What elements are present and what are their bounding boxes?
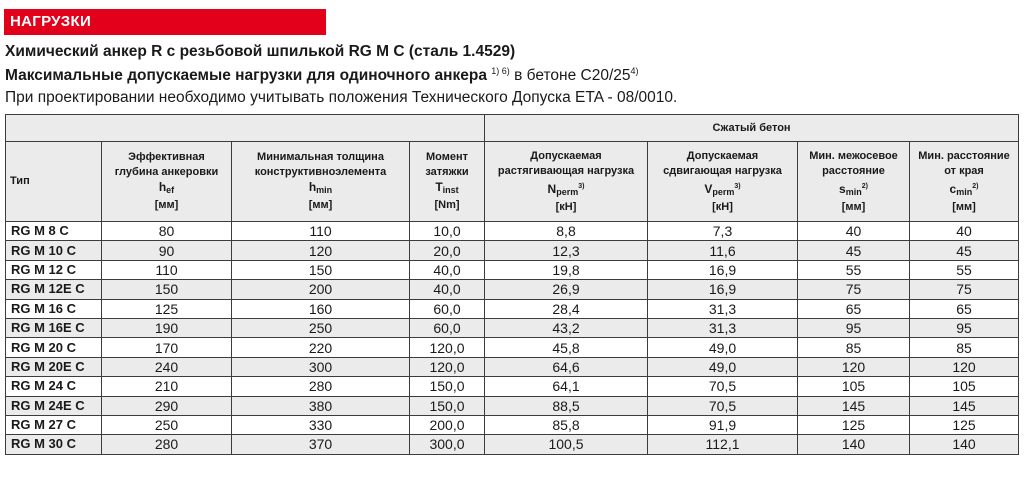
table-body: [6, 222, 1019, 455]
value-cell: 110: [232, 222, 410, 241]
col-header-tension-load: Допускаемая растягивающая нагрузка $N_{perm}^{3)}$ [кН]: [485, 142, 648, 222]
value-cell: 120: [232, 241, 410, 260]
value-cell: 150,0: [410, 396, 485, 415]
value-cell: 120,0: [410, 338, 485, 357]
subtitle-bold: Максимальные допускаемые нагрузки для одиночного анкера: [5, 67, 487, 84]
col-header-torque: Момент затяжки $T_{inst}$ [Nm]: [410, 142, 485, 222]
value-cell: 60,0: [410, 299, 485, 318]
value-cell: 140: [910, 435, 1019, 454]
value-cell: 190: [102, 318, 232, 337]
value-cell: 45: [910, 241, 1019, 260]
table-row: [6, 260, 1019, 279]
anchor-type-cell: RG M 16 C: [6, 299, 102, 318]
col-header-min-thickness: Минимальная толщина конструктивноэлемента $h_{min}$ [мм]: [232, 142, 410, 222]
value-cell: 70,5: [648, 377, 798, 396]
value-cell: 43,2: [485, 318, 648, 337]
anchor-type-cell: RG M 27 C: [6, 415, 102, 434]
section-banner: НАГРУЗКИ: [4, 9, 326, 35]
anchor-type-cell: RG M 20E C: [6, 357, 102, 376]
value-cell: 31,3: [648, 299, 798, 318]
value-cell: 55: [910, 260, 1019, 279]
value-cell: 65: [910, 299, 1019, 318]
table-row: [6, 241, 1019, 260]
value-cell: 100,5: [485, 435, 648, 454]
value-cell: 200: [232, 280, 410, 299]
value-cell: 300: [232, 357, 410, 376]
anchor-type-cell: RG M 24 C: [6, 377, 102, 396]
value-cell: 7,3: [648, 222, 798, 241]
value-cell: 16,9: [648, 280, 798, 299]
subtitle-footnote-ref: 1) 6): [491, 66, 510, 76]
value-cell: 170: [102, 338, 232, 357]
anchor-type-cell: RG M 12 C: [6, 260, 102, 279]
anchor-type-cell: RG M 24E C: [6, 396, 102, 415]
col-header-shear-load: Допускаемая сдвигающая нагрузка $V_{perm}^{3)}$ [кН]: [648, 142, 798, 222]
value-cell: 90: [102, 241, 232, 260]
col-header-min-spacing: Мин. межосевое расстояние $s_{min}^{2)}$ [мм]: [798, 142, 910, 222]
table-row: [6, 396, 1019, 415]
value-cell: 105: [910, 377, 1019, 396]
value-cell: 110: [102, 260, 232, 279]
anchor-type-cell: RG M 20 C: [6, 338, 102, 357]
product-title: Химический анкер R с резьбовой шпилькой RG M C (сталь 1.4529): [5, 43, 516, 60]
design-note: При проектировании необходимо учитывать положения Технического Допуска ETA - 08/0010.: [5, 89, 678, 106]
value-cell: 28,4: [485, 299, 648, 318]
value-cell: 45: [798, 241, 910, 260]
value-cell: 95: [910, 318, 1019, 337]
value-cell: 150: [102, 280, 232, 299]
table-row: [6, 222, 1019, 241]
anchor-type-cell: RG M 8 C: [6, 222, 102, 241]
value-cell: 300,0: [410, 435, 485, 454]
value-cell: 280: [232, 377, 410, 396]
table-row: [6, 280, 1019, 299]
loads-table: [5, 114, 1019, 455]
value-cell: 40: [798, 222, 910, 241]
value-cell: 120,0: [410, 357, 485, 376]
anchor-type-cell: RG M 10 C: [6, 241, 102, 260]
table-row: [6, 299, 1019, 318]
value-cell: 8,8: [485, 222, 648, 241]
value-cell: 40,0: [410, 280, 485, 299]
group-header-concrete: Сжатый бетон: [485, 115, 1019, 142]
subtitle-rest: в бетоне C20/25: [514, 67, 631, 84]
value-cell: 65: [798, 299, 910, 318]
value-cell: 49,0: [648, 338, 798, 357]
value-cell: 64,6: [485, 357, 648, 376]
col-header-min-edge-distance: Мин. расстояние от края $c_{min}^{2)}$ [мм]: [910, 142, 1019, 222]
value-cell: 140: [798, 435, 910, 454]
value-cell: 85: [798, 338, 910, 357]
value-cell: 10,0: [410, 222, 485, 241]
group-header-blank: [6, 115, 485, 142]
value-cell: 290: [102, 396, 232, 415]
value-cell: 12,3: [485, 241, 648, 260]
load-subtitle: [5, 66, 639, 85]
value-cell: 210: [102, 377, 232, 396]
table-row: [6, 318, 1019, 337]
value-cell: 31,3: [648, 318, 798, 337]
value-cell: 150,0: [410, 377, 485, 396]
value-cell: 125: [102, 299, 232, 318]
value-cell: 150: [232, 260, 410, 279]
value-cell: 145: [798, 396, 910, 415]
value-cell: 120: [798, 357, 910, 376]
value-cell: 145: [910, 396, 1019, 415]
value-cell: 75: [798, 280, 910, 299]
table-row: [6, 415, 1019, 434]
table-row: [6, 435, 1019, 454]
value-cell: 20,0: [410, 241, 485, 260]
value-cell: 95: [798, 318, 910, 337]
value-cell: 49,0: [648, 357, 798, 376]
value-cell: 40: [910, 222, 1019, 241]
value-cell: 19,8: [485, 260, 648, 279]
value-cell: 370: [232, 435, 410, 454]
value-cell: 112,1: [648, 435, 798, 454]
anchor-type-cell: RG M 12E C: [6, 280, 102, 299]
value-cell: 250: [102, 415, 232, 434]
value-cell: 160: [232, 299, 410, 318]
value-cell: 380: [232, 396, 410, 415]
value-cell: 16,9: [648, 260, 798, 279]
value-cell: 91,9: [648, 415, 798, 434]
value-cell: 75: [910, 280, 1019, 299]
anchor-type-cell: RG M 30 C: [6, 435, 102, 454]
value-cell: 125: [910, 415, 1019, 434]
value-cell: 200,0: [410, 415, 485, 434]
anchor-type-cell: RG M 16E C: [6, 318, 102, 337]
value-cell: 70,5: [648, 396, 798, 415]
value-cell: 250: [232, 318, 410, 337]
value-cell: 85: [910, 338, 1019, 357]
value-cell: 105: [798, 377, 910, 396]
col-header-type: Тип: [6, 142, 102, 222]
value-cell: 280: [102, 435, 232, 454]
value-cell: 125: [798, 415, 910, 434]
table-row: [6, 357, 1019, 376]
value-cell: 120: [910, 357, 1019, 376]
value-cell: 40,0: [410, 260, 485, 279]
table-header-row: [6, 142, 1019, 222]
table-group-header-row: [6, 115, 1019, 142]
value-cell: 85,8: [485, 415, 648, 434]
value-cell: 220: [232, 338, 410, 357]
value-cell: 88,5: [485, 396, 648, 415]
value-cell: 26,9: [485, 280, 648, 299]
value-cell: 60,0: [410, 318, 485, 337]
subtitle-footnote-ref-2: 4): [630, 66, 639, 76]
value-cell: 240: [102, 357, 232, 376]
value-cell: 80: [102, 222, 232, 241]
value-cell: 55: [798, 260, 910, 279]
table-row: [6, 338, 1019, 357]
value-cell: 330: [232, 415, 410, 434]
value-cell: 45,8: [485, 338, 648, 357]
col-header-embedment-depth: Эффективная глубина анкеровки $h_{ef}$ [мм]: [102, 142, 232, 222]
table-row: [6, 377, 1019, 396]
value-cell: 11,6: [648, 241, 798, 260]
value-cell: 64,1: [485, 377, 648, 396]
